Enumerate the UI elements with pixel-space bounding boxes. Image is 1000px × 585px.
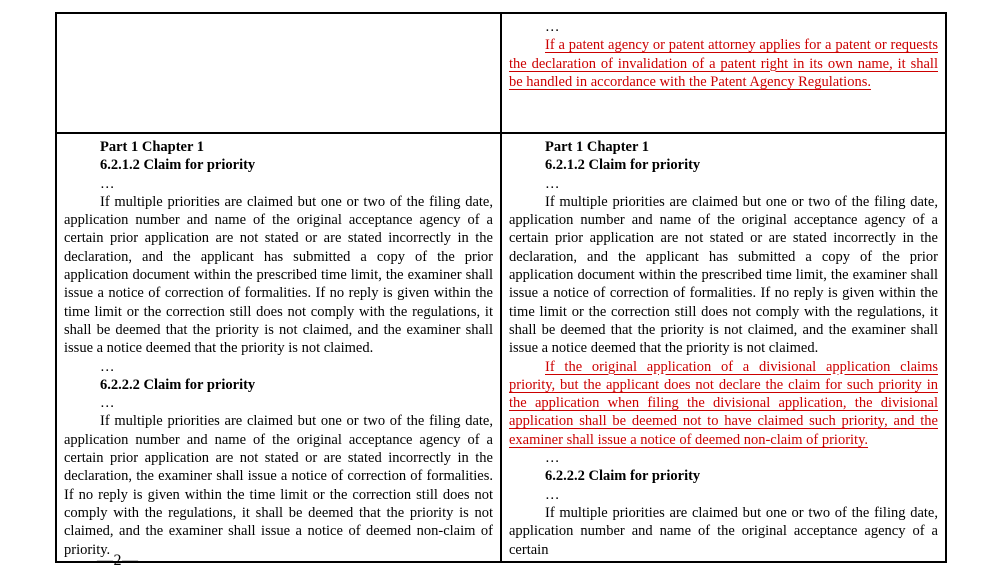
section-heading-6222: 6.2.2.2 Claim for priority	[545, 468, 701, 485]
new-text-cell-main	[501, 133, 946, 562]
table-row	[56, 133, 946, 562]
ellipsis-marker: …	[100, 395, 117, 412]
ellipsis-marker: …	[545, 175, 562, 192]
body-paragraph: If multiple priorities are claimed but one or two of the filing date, application number and name of the original acceptance agency of a certain prior application are not stated or are stated incorrectly in the declaration, and the applicant has submitted a copy of the prior application document within the prescribed time limit, the examiner shall issue a notice of correction of formalities. If no reply is given within the time limit or the correction still does not comply with the regulations, it shall be deemed that the priority is not claimed, and the examiner shall issue a notice deemed that the priority is not claimed.	[64, 193, 493, 357]
inserted-text-paragraph: If the original application of a divisional application claims priority, but the applicant does not declare the claim for such priority in the application when filing the divisional application, the divisional application shall be deemed not to have claimed such priority, and the examiner shall issue a notice of deemed non-claim of priority.	[509, 358, 938, 448]
ellipsis-marker: …	[545, 19, 562, 35]
section-heading-6222: 6.2.2.2 Claim for priority	[100, 376, 256, 393]
body-paragraph-truncated: If multiple priorities are claimed but one or two of the filing date, application number and name of the original acceptance agency of a certain	[509, 504, 938, 558]
body-paragraph: If multiple priorities are claimed but one or two of the filing date, application number and name of the original acceptance agency of a certain prior application are not stated or are stated incorrectly in the declaration, and the applicant has submitted a copy of the prior application document within the prescribed time limit, the examiner shall issue a notice of correction of formalities. If no reply is given within the time limit or the correction still does not comply with the regulations, it shall be deemed that the priority is not claimed, and the examiner shall issue a notice deemed that the priority is not claimed.	[509, 193, 938, 357]
new-text-cell-top	[501, 13, 946, 133]
body-paragraph: If multiple priorities are claimed but one or two of the filing date, application number and name of the original acceptance agency of a certain prior application are not stated or are stated incorrectly in the declaration, the examiner shall issue a notice of correction of formalities. If no reply is given within the time limit or the correction still does not comply with the regulations, it shall be deemed that the priority is not claimed, and the examiner shall issue a notice of deemed non-claim of priority.	[64, 413, 493, 558]
chapter-heading: Part 1 Chapter 1	[545, 139, 650, 155]
section-heading-6212: 6.2.1.2 Claim for priority	[100, 157, 256, 174]
inserted-text-paragraph: If a patent agency or patent attorney applies for a patent or requests the declaration of invalidation of a patent right in its own name, it shall be handled in accordance with the Patent Agency Regulations.	[509, 37, 938, 90]
page-number: —2—	[97, 552, 139, 569]
section-heading-6212: 6.2.1.2 Claim for priority	[545, 157, 701, 174]
ellipsis-marker: …	[545, 486, 562, 503]
old-text-cell-main	[56, 133, 501, 562]
old-text-cell-top	[56, 13, 501, 133]
table-row	[56, 13, 946, 133]
chapter-heading: Part 1 Chapter 1	[100, 139, 205, 155]
ellipsis-marker: …	[545, 450, 562, 467]
comparison-table	[55, 12, 947, 563]
ellipsis-marker: …	[100, 175, 117, 192]
ellipsis-marker: …	[100, 358, 117, 375]
